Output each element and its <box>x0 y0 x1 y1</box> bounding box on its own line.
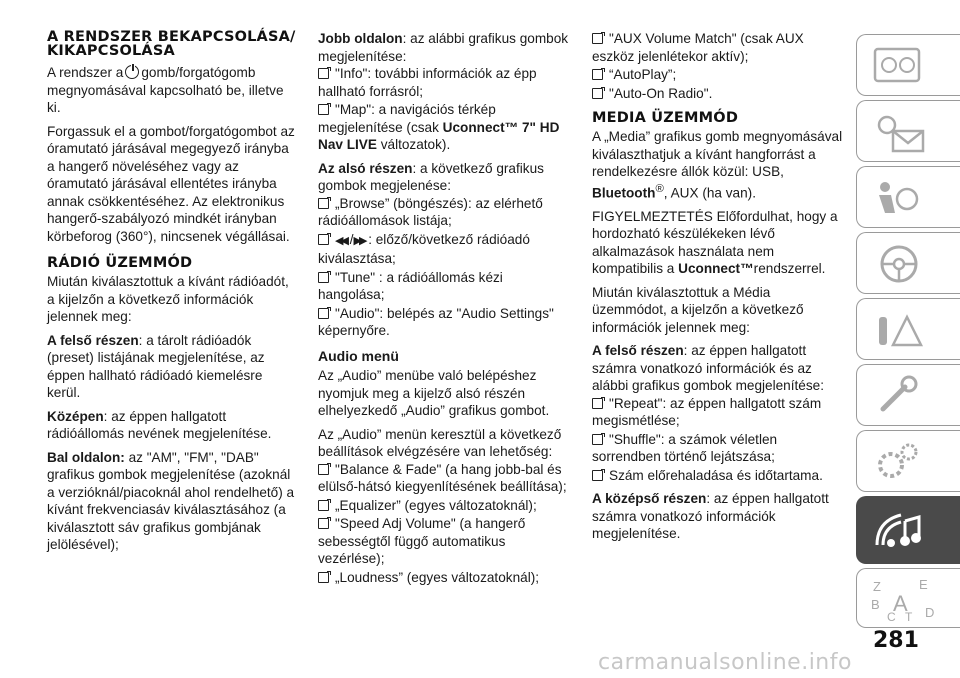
svg-text:A: A <box>893 591 908 616</box>
tab-dashboard[interactable] <box>856 34 960 96</box>
warning-triangle-icon <box>871 307 931 353</box>
list-item: "AUX Volume Match" (csak AUX eszköz jelenlétekor aktív); <box>592 31 804 64</box>
watermark: carmanualsonline.info <box>598 650 852 675</box>
list-item: „Browse” (böngészés): az elérhető rádióállomások listája; <box>318 195 543 228</box>
list-item: "Map": a navigációs térkép megjelenítése (csak Uconnect™ 7" HD Nav LIVE változatok). <box>318 102 560 152</box>
tab-driving[interactable] <box>856 232 960 294</box>
page-number: 281 <box>873 628 919 653</box>
previous-icon: ◀◀ <box>335 234 346 247</box>
svg-text:E: E <box>919 577 928 592</box>
tab-index[interactable] <box>856 568 960 628</box>
bullet-icon <box>318 500 329 511</box>
power-icon <box>125 65 139 79</box>
bullet-icon <box>592 33 603 44</box>
list-item: „Loudness” (egyes változatoknál); <box>318 569 570 587</box>
section-heading-radio: RÁDIÓ ÜZEMMÓD <box>47 255 193 271</box>
multimedia-icon <box>871 505 931 555</box>
paragraph-center: Középen: az éppen hallgatott rádióállomás nevének megjelenítése. <box>47 408 272 441</box>
wrench-icon <box>871 373 931 419</box>
svg-text:D: D <box>925 605 935 620</box>
svg-text:C: C <box>887 610 896 623</box>
bullet-icon <box>318 518 329 529</box>
paragraph-left: Bal oldalon: az "AM", "FM", "DAB" grafikus gombok megjelenítése (azoknál a verzióknál/piacoknál ahol rendelhető) a kívánt frekvenciasáv kiválasztásához (a kiválasztott sáv grafikus gombjának jelölésével); <box>47 449 295 552</box>
list-item: "Audio": belépés az "Audio Settings" képernyőre. <box>318 305 554 338</box>
list-item: “AutoPlay”; <box>592 66 844 84</box>
list-item: "Repeat": az éppen hallgatott szám megismétlése; <box>592 395 822 429</box>
section-heading-media: MEDIA ÜZEMMÓD <box>592 110 739 126</box>
tab-maintenance[interactable] <box>856 364 960 426</box>
paragraph-right: Jobb oldalon: az alábbi grafikus gombok megjelenítése: <box>318 31 569 64</box>
paragraph-media-top: A felső részen: az éppen hallgatott számra vonatkozó információk és az alábbi grafikus gombok megjelenítése: <box>592 343 824 394</box>
index-letters-icon <box>871 577 941 623</box>
section-heading-power: A RENDSZER BEKAPCSOLÁSA/ KIKAPCSOLÁSA <box>47 29 296 59</box>
paragraph-warning: FIGYELMEZTETÉS Előfordulhat, hogy a hordozható készülékeken lévő alkalmazások használata nem kompatibilis a Uconnect™rendszerrel. <box>592 208 838 277</box>
list-item: „Equalizer” (egyes változatoknál); <box>318 497 570 515</box>
tab-safety[interactable] <box>856 166 960 228</box>
bullet-icon <box>318 572 329 583</box>
paragraph-audio-enter: Az „Audio” menübe való belépéshez nyomjuk meg a kijelző alsó részén elhelyezkedő „Audio” grafikus gombot. <box>318 368 550 418</box>
list-item: "Tune" : a rádióállomás kézi hangolása; <box>318 269 503 302</box>
svg-text:Z: Z <box>873 579 881 594</box>
list-item: "Auto-On Radio". <box>592 85 844 103</box>
bullet-icon <box>318 68 329 79</box>
bullet-icon <box>318 234 329 245</box>
subheading-audio-menu: Audio menü <box>318 347 399 364</box>
paragraph-media-source: A „Media” grafikus gomb megnyomásával kiválaszthatjuk a kívánt hangforrást a rendelkezésre állók közül: USB, Bluetooth®, AUX (ha van). <box>592 129 843 201</box>
bullet-icon <box>592 398 603 409</box>
bullet-icon <box>592 470 603 481</box>
tab-technical-data[interactable] <box>856 430 960 492</box>
bullet-icon <box>592 88 603 99</box>
column-3 <box>592 30 844 549</box>
list-item: "Shuffle": a számok véletlen sorrendben történő lejátszása; <box>592 431 778 465</box>
paragraph-power: A rendszer a gomb/forgatógomb megnyomásával kapcsolható be, illetve ki. <box>47 65 284 115</box>
seat-airbag-icon <box>871 175 931 221</box>
paragraph-media-center: A középső részen: az éppen hallgatott számra vonatkozó információk megjelenítése. <box>592 491 829 542</box>
tab-warning-lights[interactable] <box>856 100 960 162</box>
paragraph-radio-intro: Miután kiválasztottuk a kívánt rádióadót, a kijelzőn a következő információk jelennek meg: <box>47 274 289 324</box>
next-icon: ▶▶ <box>353 234 365 247</box>
tab-multimedia[interactable] <box>856 496 960 564</box>
bullet-icon <box>592 69 603 80</box>
list-item: "Balance & Fade" (a hang jobb-bal és elülső-hátsó kiegyenlítésének beállítása); <box>318 461 567 494</box>
svg-text:T: T <box>905 610 913 623</box>
car-dashboard-icon <box>871 43 931 89</box>
paragraph-top: A felső részen: a tárolt rádióadók (preset) listájának megjelenítése, az éppen hallható rádióadó kiemelésre kerül. <box>47 332 265 400</box>
bullet-icon <box>318 104 329 115</box>
paragraph-volume: Forgassuk el a gombot/forgatógombot az óramutató járásával megegyező irányba a hangerő növeléséhez vagy az óramutató járásával ellentétes irányba annak csökkentéséhez. Az elektronikus hangerő-szabályozó mindkét irányban körbeforog (360°), nincsenek végállásai. <box>47 123 295 244</box>
paragraph-bottom: Az alsó részen: a következő grafikus gombok megjelenése: <box>318 160 544 193</box>
bullet-icon <box>318 308 329 319</box>
column-1 <box>47 30 299 560</box>
svg-text:B: B <box>871 597 880 612</box>
column-2 <box>318 30 570 587</box>
list-item: "Info": további információk az épp hallható forrásról; <box>318 66 537 99</box>
list-item: ◀◀ /▶▶ : előző/következő rádióadó kiválasztása; <box>318 231 530 266</box>
bullet-icon <box>318 464 329 475</box>
paragraph-media-intro: Miután kiválasztottuk a Média üzemmódot, a kijelzőn a következő információk jelennek meg: <box>592 284 804 335</box>
steering-wheel-icon <box>871 241 931 287</box>
tab-emergency[interactable] <box>856 298 960 360</box>
bullet-icon <box>318 272 329 283</box>
bullet-icon <box>318 198 329 209</box>
warning-lights-icon <box>871 109 931 155</box>
list-item: "Speed Adj Volume" (a hangerő sebességtől függő automatikus vezérlése); <box>318 516 526 566</box>
bullet-icon <box>592 434 603 445</box>
paragraph-audio-settings: Az „Audio” menün keresztül a következő beállítások elvégzésére van lehetőség: <box>318 426 562 459</box>
gears-icon <box>871 439 931 485</box>
list-item: Szám előrehaladása és időtartama. <box>592 467 844 485</box>
